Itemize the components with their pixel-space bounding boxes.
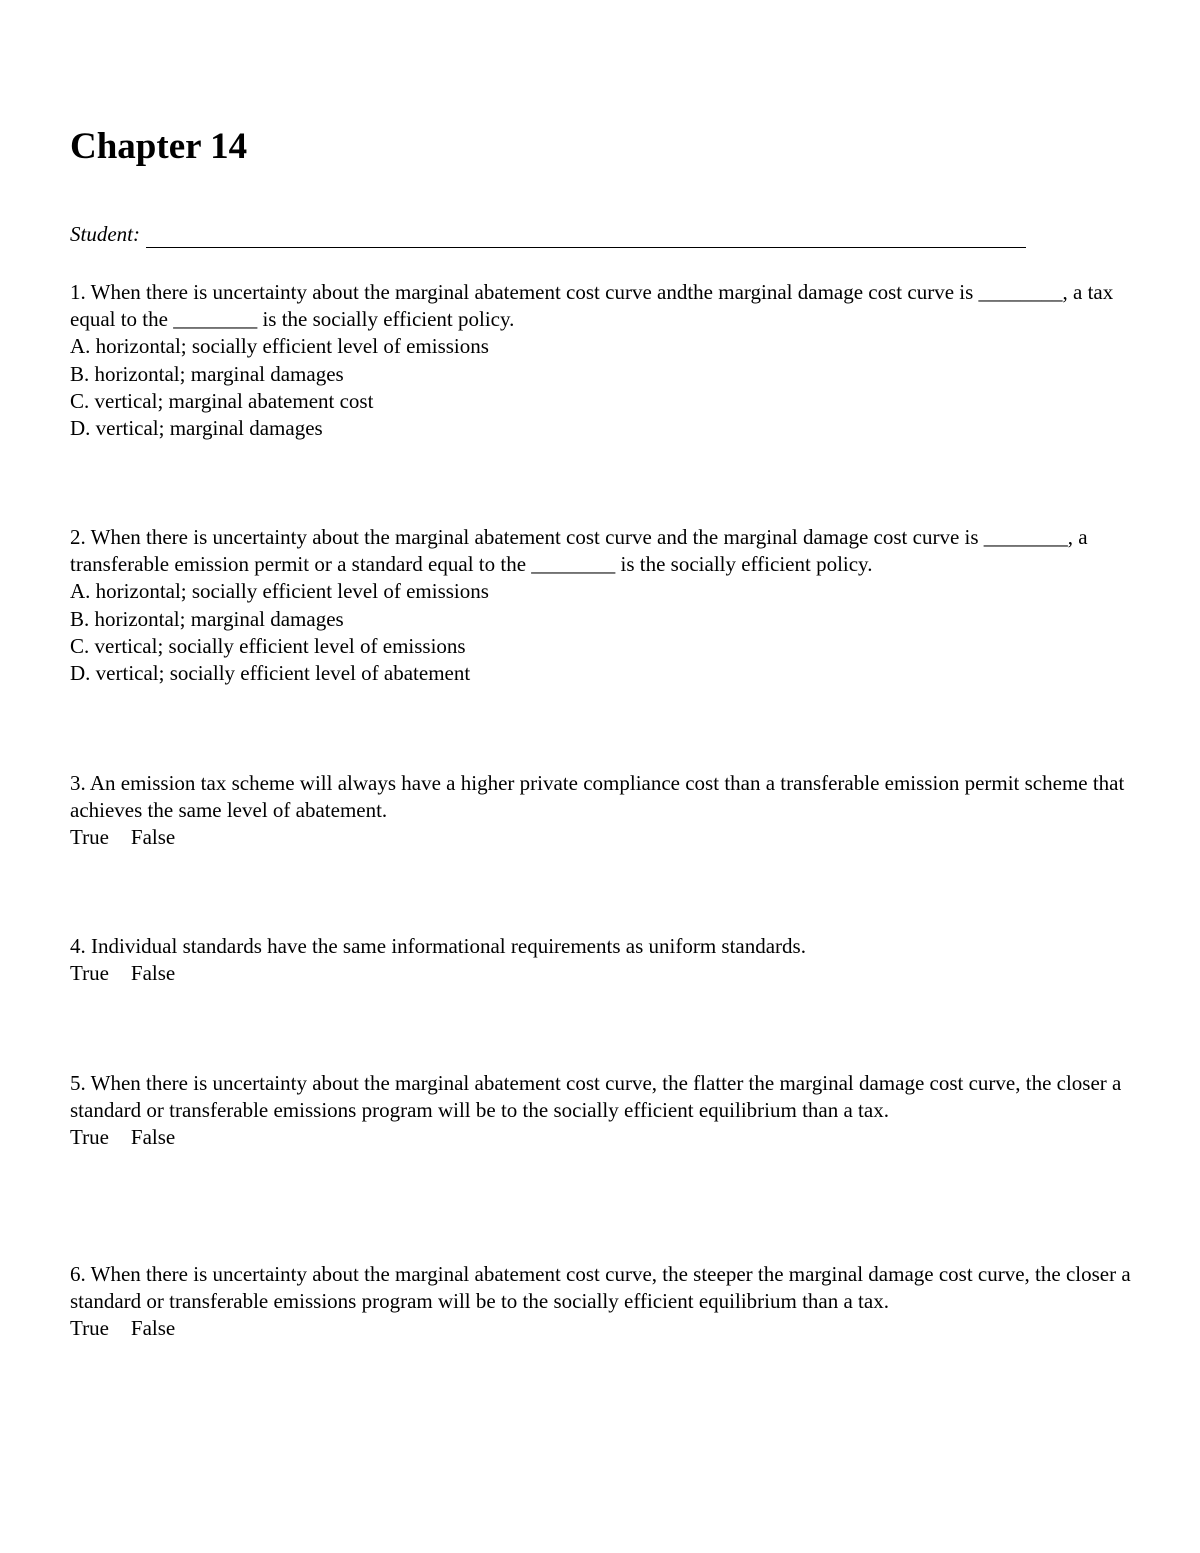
question-1-text: When there is uncertainty about the marginal abatement cost curve andthe marginal damage cost curve is ________, a tax equal to the ________ is the socially efficient policy. xyxy=(70,280,1114,332)
question-1-option-d[interactable]: D. vertical; marginal damages xyxy=(70,416,323,441)
question-2-text: When there is uncertainty about the marginal abatement cost curve and the marginal damage cost curve is ________, a transferable emission permit or a standard equal to the ________ is the socially efficient policy. xyxy=(70,525,1088,577)
question-5-false-option[interactable]: False xyxy=(130,1125,176,1150)
question-1-option-b[interactable]: B. horizontal; marginal damages xyxy=(70,361,344,386)
question-4-true-false xyxy=(70,960,1140,987)
question-2-option-a[interactable]: A. horizontal; socially efficient level of emissions xyxy=(70,579,489,604)
question-2-option-b[interactable]: B. horizontal; marginal damages xyxy=(70,606,344,631)
question-3-text: An emission tax scheme will always have a higher private compliance cost than a transferable emission permit scheme that achieves the same level of abatement. xyxy=(70,771,1125,823)
question-4-number: 4. xyxy=(70,934,86,958)
question-1-option-a[interactable]: A. horizontal; socially efficient level of emissions xyxy=(70,334,489,359)
question-3-number: 3. xyxy=(70,771,86,795)
question-3-stem xyxy=(70,770,1140,824)
question-6-stem xyxy=(70,1261,1140,1315)
question-3-false-option[interactable]: False xyxy=(130,825,176,850)
question-2-number: 2. xyxy=(70,525,86,549)
question-5-true-option[interactable]: True xyxy=(70,1125,109,1150)
question-6-number: 6. xyxy=(70,1262,86,1286)
question-6-true-false xyxy=(70,1315,1140,1342)
student-name-blank[interactable] xyxy=(146,223,1026,248)
question-4 xyxy=(70,933,1140,987)
question-6-false-option[interactable]: False xyxy=(130,1316,176,1341)
question-3 xyxy=(70,770,1140,852)
question-4-stem xyxy=(70,933,1140,960)
question-2 xyxy=(70,524,1140,687)
page-title: Chapter 14 xyxy=(70,126,248,167)
question-2-stem xyxy=(70,524,1140,578)
question-1 xyxy=(70,279,1140,442)
question-3-true-false xyxy=(70,824,1140,851)
student-label: Student: xyxy=(70,222,140,246)
question-5-stem xyxy=(70,1070,1140,1124)
question-4-true-option[interactable]: True xyxy=(70,961,109,986)
question-2-option-d[interactable]: D. vertical; socially efficient level of abatement xyxy=(70,661,471,686)
question-5-number: 5. xyxy=(70,1071,86,1095)
question-5-text: When there is uncertainty about the marginal abatement cost curve, the flatter the marginal damage cost curve, the closer a standard or transferable emissions program will be to the socially efficient equilibrium than a tax. xyxy=(70,1071,1122,1123)
question-5 xyxy=(70,1070,1140,1152)
question-3-true-option[interactable]: True xyxy=(70,825,109,850)
question-4-false-option[interactable]: False xyxy=(130,961,176,986)
question-1-number: 1. xyxy=(70,280,86,304)
question-1-stem xyxy=(70,279,1140,333)
question-1-option-c[interactable]: C. vertical; marginal abatement cost xyxy=(70,388,374,413)
question-6 xyxy=(70,1261,1140,1343)
question-6-text: When there is uncertainty about the marginal abatement cost curve, the steeper the marginal damage cost curve, the closer a standard or transferable emissions program will be to the socially efficient equilibrium than a tax. xyxy=(70,1262,1131,1314)
question-2-option-c[interactable]: C. vertical; socially efficient level of emissions xyxy=(70,633,466,658)
question-4-text: Individual standards have the same informational requirements as uniform standards. xyxy=(91,934,806,958)
question-6-true-option[interactable]: True xyxy=(70,1316,109,1341)
student-field xyxy=(70,220,1026,248)
question-5-true-false xyxy=(70,1124,1140,1151)
